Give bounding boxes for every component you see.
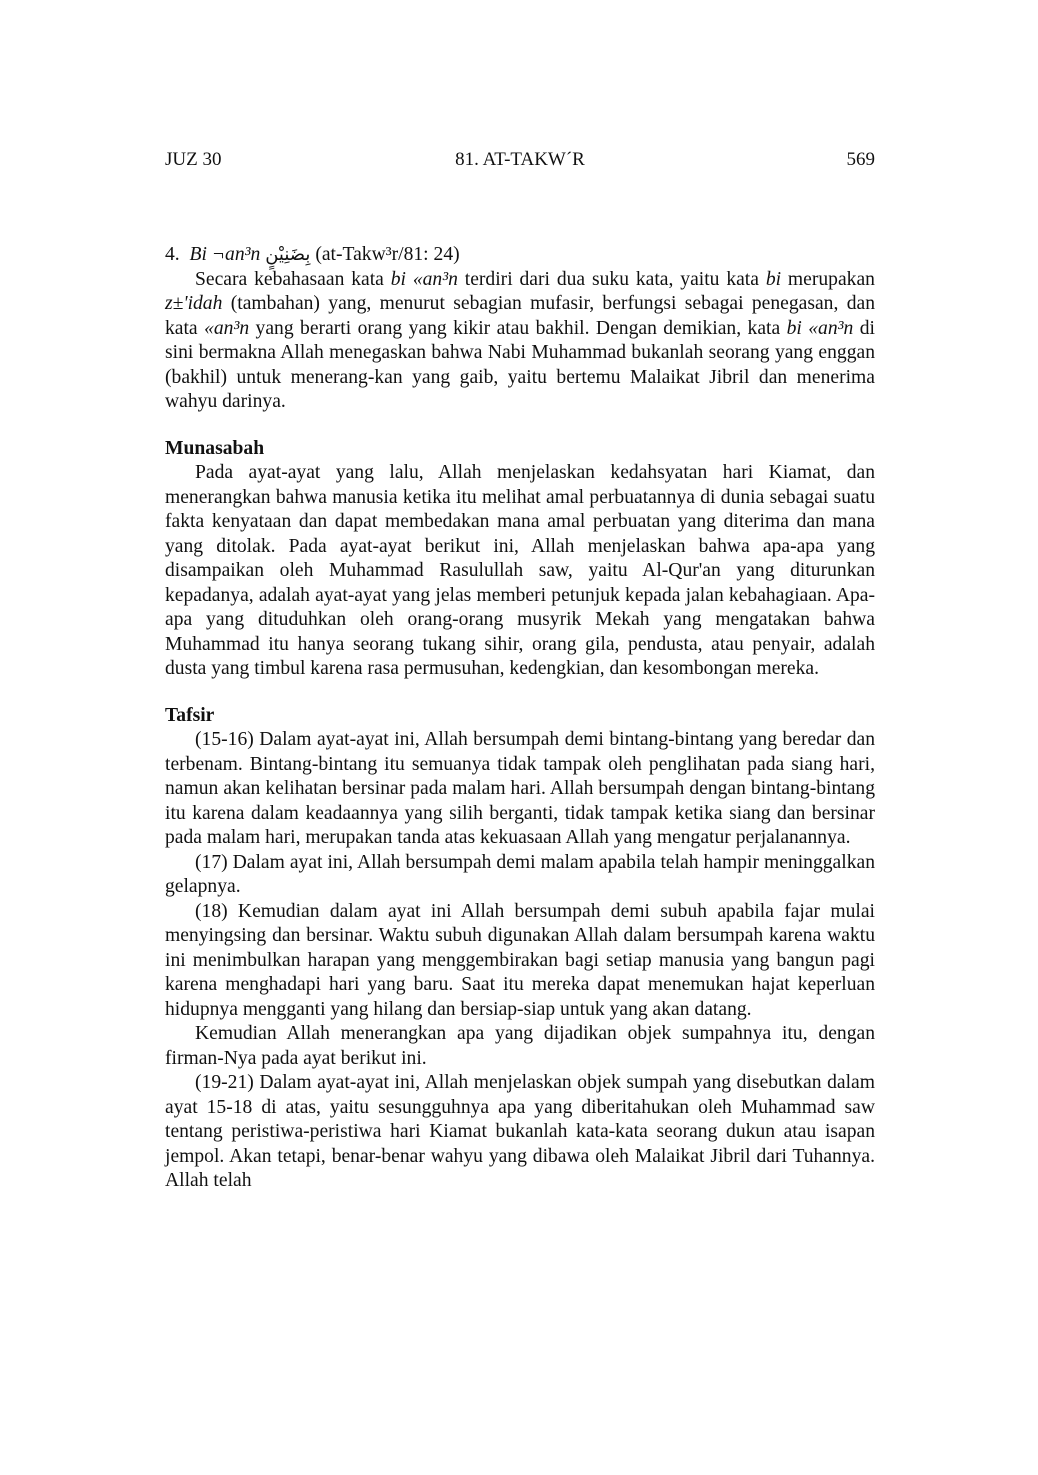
vocab-explanation-paragraph — [165, 268, 875, 415]
page-number: 569 — [846, 149, 875, 170]
item-number: 4. — [165, 244, 180, 265]
text-run: yang berarti orang yang kikir atau bakhil. Dengan demikian, kata — [249, 317, 787, 339]
vocab-item-4 — [165, 243, 875, 268]
italic-term: bi «an³n — [786, 317, 854, 339]
munasabah-paragraph: Pada ayat-ayat yang lalu, Allah menjelaskan kedahsyatan hari Kiamat, dan menerangkan bahwa manusia ketika itu melihat amal perbuatannya di dunia sebagai suatu fakta kenyataan dan dapat membedakan mana amal perbuatan yang diterima dan mana yang ditolak. Pada ayat-ayat berikut ini, Allah menjelaskan bahwa apa-apa yang disampaikan oleh Muhammad Rasulullah saw, yaitu Al-Qur'an yang diturunkan kepadanya, adalah ayat-ayat yang jelas memberi petunjuk kepada jalan kebahagiaan. Apa-apa yang dituduhkan oleh orang-orang musyrik Mekah yang mengatakan bahwa Muhammad itu hanya seorang tukang sihir, orang gila, pendusta, atau penyair, adalah dusta yang timbul karena rasa permusuhan, kedengkian, dan kesombongan mereka. — [165, 462, 875, 679]
tafsir-heading: Tafsir — [165, 704, 215, 726]
tafsir-paragraph-18: (18) Kemudian dalam ayat ini Allah bersumpah demi subuh apabila fajar mulai menyingsing dan bersinar. Waktu subuh digunakan Allah dalam bersumpah karena waktu ini menimbulkan harapan yang menggembirakan bagi setiap manusia yang bangun pagi karena menghadapi hari yang baru. Saat itu mereka dapat menemukan hajat keperluan hidupnya mengganti yang hilang dan bersiap-siap untuk yang akan datang. — [165, 900, 875, 1020]
item-reference: (at-Takw³r/81: 24) — [315, 244, 460, 265]
tafsir-paragraph-19-21: (19-21) Dalam ayat-ayat ini, Allah menjelaskan objek sumpah yang disebutkan dalam ayat 15-18 di atas, yaitu sesungguhnya apa yang diberitahukan oleh Muhammad saw tentang peristiwa-peristiwa hari Kiamat bukanlah kata-kata seorang dukun atau isapan jempol. Akan tetapi, benar-benar wahyu yang dibawa oleh Malaikat Jibril dari Tuhannya. Allah telah — [165, 1072, 875, 1191]
text-run: (tambahan) yang, menurut sebagian mufasir, berfungsi sebagai penegasan, dan kata — [165, 293, 875, 339]
italic-term: z±'idah — [165, 293, 223, 314]
juz-label: JUZ 30 — [165, 149, 222, 170]
text-run: terdiri dari dua suku kata, yaitu kata — [457, 268, 766, 290]
munasabah-heading: Munasabah — [165, 437, 265, 459]
item-term: Bi ¬an³n — [189, 244, 261, 265]
arabic-term: بِضَنِيْنٍ — [265, 244, 311, 265]
text-run: di sini bermakna Allah menegaskan bahwa Nabi Muhammad bukanlah seorang yang enggan (bakhil) untuk menerang-kan yang gaib, yaitu bertemu Malaikat Jibril dan menerima wahyu darinya. — [165, 317, 875, 412]
italic-term: bi — [765, 268, 782, 290]
italic-term: «an³n — [204, 317, 250, 339]
running-header — [165, 147, 875, 173]
tafsir-paragraph-15-16: (15-16) Dalam ayat-ayat ini, Allah bersumpah demi bintang-bintang yang beredar dan terbenam. Bintang-bintang itu semuanya tidak tampak oleh penglihatan pada siang hari, namun akan kelihatan bersinar pada malam hari. Allah bersumpah dengan bintang-bintang itu karena dalam keadaannya yang silih berganti, tidak tampak ketika siang dan bersinar pada malam hari, merupakan tanda atas kekuasaan Allah yang mengatur perjalanannya. — [165, 729, 875, 848]
text-run: merupakan — [781, 268, 875, 290]
tafsir-paragraph-17: (17) Dalam ayat ini, Allah bersumpah demi malam apabila telah hampir meninggalkan gelapnya. — [165, 851, 875, 897]
tafsir-paragraph-transition: Kemudian Allah menerangkan apa yang dijadikan objek sumpahnya itu, dengan firman-Nya pada ayat berikut ini. — [165, 1023, 875, 1069]
surah-title: 81. AT-TAKW´R — [455, 149, 585, 170]
text-run: Secara kebahasaan kata — [195, 268, 391, 290]
page-body — [165, 243, 875, 1194]
italic-term: bi «an³n — [390, 268, 458, 290]
